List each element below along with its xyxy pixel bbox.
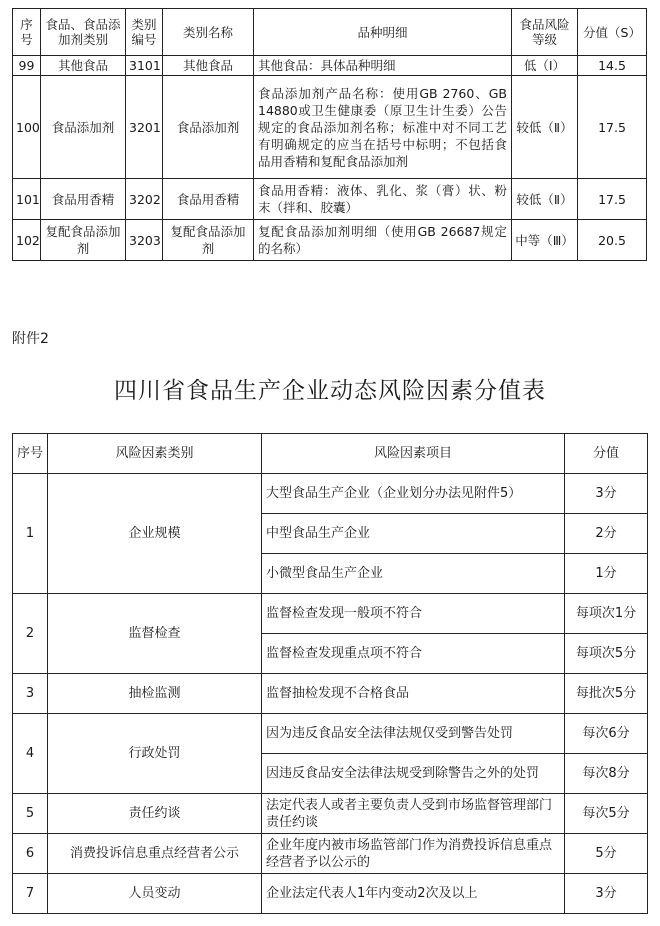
factor-category: 企业规模 bbox=[48, 474, 262, 594]
factor-category: 人员变动 bbox=[48, 874, 262, 914]
table-header-row bbox=[13, 434, 648, 474]
row-number: 5 bbox=[13, 794, 48, 834]
category-cell: 复配食品添加剂 bbox=[41, 220, 126, 261]
header-cell: 食品、食品添加剂类别 bbox=[41, 9, 126, 56]
row-number: 101 bbox=[13, 179, 41, 220]
factor-category: 抽检监测 bbox=[48, 674, 262, 714]
category-cell: 其他食品 bbox=[41, 56, 126, 76]
table-row bbox=[13, 874, 648, 914]
factor-category: 行政处罚 bbox=[48, 714, 262, 794]
row-number: 3 bbox=[13, 674, 48, 714]
header-cell: 品种明细 bbox=[254, 9, 512, 56]
header-cell: 分值 bbox=[565, 434, 648, 474]
name-cell: 其他食品 bbox=[163, 56, 254, 76]
factor-item: 监督检查发现一般项不符合 bbox=[262, 594, 565, 634]
factor-item: 法定代表人或者主要负责人受到市场监督管理部门责任约谈 bbox=[262, 794, 565, 834]
table-row bbox=[13, 56, 647, 76]
score-cell: 17.5 bbox=[578, 76, 647, 179]
table-row bbox=[13, 714, 648, 754]
header-cell: 风险因素项目 bbox=[262, 434, 565, 474]
risk-cell: 中等（Ⅲ） bbox=[512, 220, 578, 261]
detail-cell: 食品用香精：液体、乳化、浆（膏）状、粉末（拌和、胶囊） bbox=[254, 179, 512, 220]
table-row bbox=[13, 179, 647, 220]
header-cell: 序号 bbox=[13, 9, 41, 56]
code-cell: 3203 bbox=[126, 220, 163, 261]
table-row bbox=[13, 76, 647, 179]
factor-score: 每次5分 bbox=[565, 794, 648, 834]
risk-cell: 低（Ⅰ） bbox=[512, 56, 578, 76]
factor-category: 责任约谈 bbox=[48, 794, 262, 834]
factor-item: 因为违反食品安全法律法规仅受到警告处罚 bbox=[262, 714, 565, 754]
table-row bbox=[13, 220, 647, 261]
factor-item: 大型食品生产企业（企业划分办法见附件5） bbox=[262, 474, 565, 514]
code-cell: 3202 bbox=[126, 179, 163, 220]
factor-score: 每次8分 bbox=[565, 754, 648, 794]
row-number: 6 bbox=[13, 834, 48, 874]
factor-score: 2分 bbox=[565, 514, 648, 554]
row-number: 1 bbox=[13, 474, 48, 594]
detail-cell: 复配食品添加剂明细（使用GB 26687规定的名称） bbox=[254, 220, 512, 261]
score-cell: 14.5 bbox=[578, 56, 647, 76]
table-row bbox=[13, 674, 648, 714]
name-cell: 食品添加剂 bbox=[163, 76, 254, 179]
factor-item: 中型食品生产企业 bbox=[262, 514, 565, 554]
name-cell: 食品用香精 bbox=[163, 179, 254, 220]
factor-item: 企业年度内被市场监管部门作为消费投诉信息重点经营者予以公示的 bbox=[262, 834, 565, 874]
attachment-label: 附件2 bbox=[12, 331, 49, 347]
factor-item: 因违反食品安全法律法规受到除警告之外的处罚 bbox=[262, 754, 565, 794]
score-cell: 17.5 bbox=[578, 179, 647, 220]
score-cell: 20.5 bbox=[578, 220, 647, 261]
factor-score: 每批次5分 bbox=[565, 674, 648, 714]
food-category-table bbox=[12, 8, 647, 261]
factor-category: 消费投诉信息重点经营者公示 bbox=[48, 834, 262, 874]
factor-item: 小微型食品生产企业 bbox=[262, 554, 565, 594]
table-row bbox=[13, 794, 648, 834]
row-number: 7 bbox=[13, 874, 48, 914]
name-cell: 复配食品添加剂 bbox=[163, 220, 254, 261]
row-number: 99 bbox=[13, 56, 41, 76]
table-row bbox=[13, 834, 648, 874]
factor-category: 监督检查 bbox=[48, 594, 262, 674]
factor-score: 3分 bbox=[565, 474, 648, 514]
category-cell: 食品添加剂 bbox=[41, 76, 126, 179]
code-cell: 3201 bbox=[126, 76, 163, 179]
factor-score: 5分 bbox=[565, 834, 648, 874]
header-cell: 风险因素类别 bbox=[48, 434, 262, 474]
factor-score: 3分 bbox=[565, 874, 648, 914]
detail-cell: 其他食品：具体品种明细 bbox=[254, 56, 512, 76]
category-cell: 食品用香精 bbox=[41, 179, 126, 220]
code-cell: 3101 bbox=[126, 56, 163, 76]
header-cell: 食品风险等级 bbox=[512, 9, 578, 56]
row-number: 102 bbox=[13, 220, 41, 261]
header-cell: 类别名称 bbox=[163, 9, 254, 56]
table-row bbox=[13, 474, 648, 514]
factor-score: 1分 bbox=[565, 554, 648, 594]
factor-score: 每次6分 bbox=[565, 714, 648, 754]
risk-cell: 较低（Ⅱ） bbox=[512, 76, 578, 179]
row-number: 2 bbox=[13, 594, 48, 674]
detail-cell: 食品添加剂产品名称：使用GB 2760、GB 14880或卫生健康委（原卫生计生委）公告规定的食品添加剂名称；标准中对不同工艺有明确规定的应当在括号中标明；不包括食品用香精和复配食品添加剂 bbox=[254, 76, 512, 179]
table-header-row bbox=[13, 9, 647, 56]
row-number: 4 bbox=[13, 714, 48, 794]
table-row bbox=[13, 594, 648, 634]
page-title: 四川省食品生产企业动态风险因素分值表 bbox=[114, 378, 546, 404]
factor-score: 每项次1分 bbox=[565, 594, 648, 634]
factor-score: 每项次5分 bbox=[565, 634, 648, 674]
factor-item: 企业法定代表人1年内变动2次及以上 bbox=[262, 874, 565, 914]
factor-item: 监督检查发现重点项不符合 bbox=[262, 634, 565, 674]
risk-factor-table bbox=[12, 433, 648, 914]
header-cell: 分值（S） bbox=[578, 9, 647, 56]
row-number: 100 bbox=[13, 76, 41, 179]
header-cell: 类别编号 bbox=[126, 9, 163, 56]
header-cell: 序号 bbox=[13, 434, 48, 474]
factor-item: 监督抽检发现不合格食品 bbox=[262, 674, 565, 714]
risk-cell: 较低（Ⅱ） bbox=[512, 179, 578, 220]
